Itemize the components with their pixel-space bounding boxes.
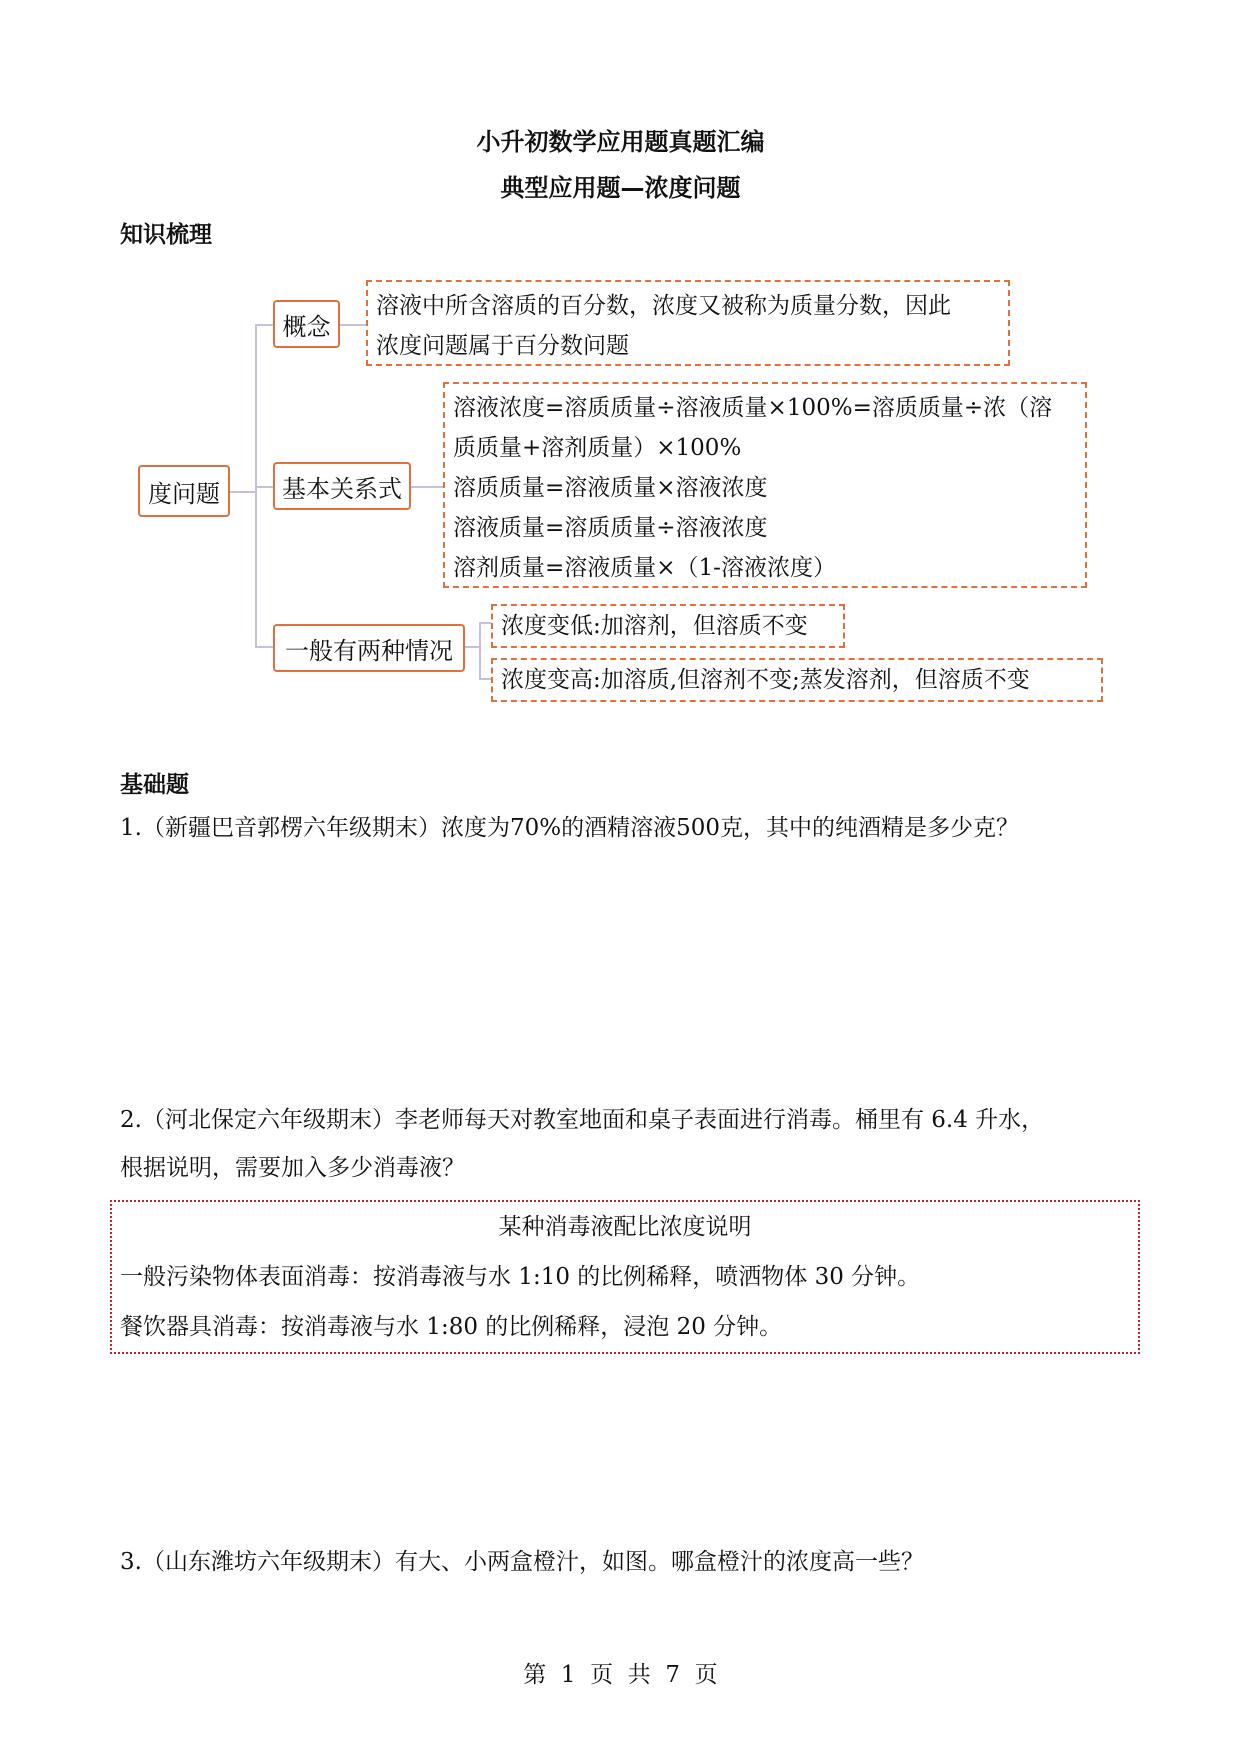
connector-relation-detail bbox=[411, 486, 443, 488]
basic-heading: 基础题 bbox=[120, 772, 189, 798]
notice-row-tableware: 餐饮器具消毒：按消毒液与水 1:80 的比例稀释，浸泡 20 分钟。 bbox=[120, 1314, 783, 1340]
connector-case-high bbox=[479, 678, 491, 680]
case-low-detail: 浓度变低:加溶剂，但溶质不变 bbox=[491, 604, 845, 648]
document-subtitle: 典型应用题—浓度问题 bbox=[500, 174, 741, 202]
notice-row-surface: 一般污染物体表面消毒：按消毒液与水 1:10 的比例稀释，喷洒物体 30 分钟。 bbox=[120, 1264, 921, 1290]
question-2-line-2: 根据说明，需要加入多少消毒液？ bbox=[120, 1155, 465, 1181]
disinfectant-notice bbox=[110, 1200, 1140, 1354]
connector-relation bbox=[255, 486, 273, 488]
mindmap-root-node: 度问题 bbox=[138, 465, 230, 517]
concept-line-2: 浓度问题属于百分数问题 bbox=[376, 333, 629, 359]
relation-detail bbox=[443, 382, 1087, 588]
concept-detail bbox=[366, 280, 1010, 366]
connector-cases bbox=[255, 646, 273, 648]
relation-line-3: 溶质质量=溶液质量×溶液浓度 bbox=[453, 475, 768, 501]
connector-concept bbox=[255, 324, 273, 326]
document-title: 小升初数学应用题真题汇编 bbox=[476, 128, 765, 156]
connector-cases-split bbox=[465, 646, 479, 648]
relation-line-5: 溶剂质量=溶液质量×（1-溶液浓度） bbox=[453, 555, 836, 581]
relation-line-1: 溶液浓度=溶质质量÷溶液质量×100%=溶质质量÷浓（溶 bbox=[453, 395, 1053, 421]
connector-concept-detail bbox=[340, 324, 366, 326]
question-1: 1.（新疆巴音郭楞六年级期末）浓度为70%的酒精溶液500克，其中的纯酒精是多少克？ bbox=[120, 815, 1019, 841]
notice-title: 某种消毒液配比浓度说明 bbox=[498, 1214, 752, 1240]
relation-line-2: 质质量+溶剂质量）×100% bbox=[453, 435, 742, 461]
relation-node: 基本关系式 bbox=[273, 462, 411, 510]
connector-cases-branch bbox=[479, 622, 481, 680]
cases-node: 一般有两种情况 bbox=[273, 624, 465, 672]
relation-line-4: 溶液质量=溶质质量÷溶液浓度 bbox=[453, 515, 768, 541]
page-number: 第 1 页 共 7 页 bbox=[523, 1662, 718, 1688]
concept-node: 概念 bbox=[273, 300, 340, 348]
knowledge-heading: 知识梳理 bbox=[120, 222, 212, 248]
connector-case-low bbox=[479, 622, 491, 624]
concept-line-1: 溶液中所含溶质的百分数，浓度又被称为质量分数，因此 bbox=[376, 293, 951, 319]
connector-root bbox=[230, 491, 256, 493]
question-3: 3.（山东潍坊六年级期末）有大、小两盒橙汁，如图。哪盒橙汁的浓度高一些？ bbox=[120, 1549, 924, 1575]
question-2-line-1: 2.（河北保定六年级期末）李老师每天对教室地面和桌子表面进行消毒。桶里有 6.4 升水， bbox=[120, 1107, 1045, 1133]
case-high-detail: 浓度变高:加溶质,但溶剂不变;蒸发溶剂，但溶质不变 bbox=[491, 658, 1103, 702]
